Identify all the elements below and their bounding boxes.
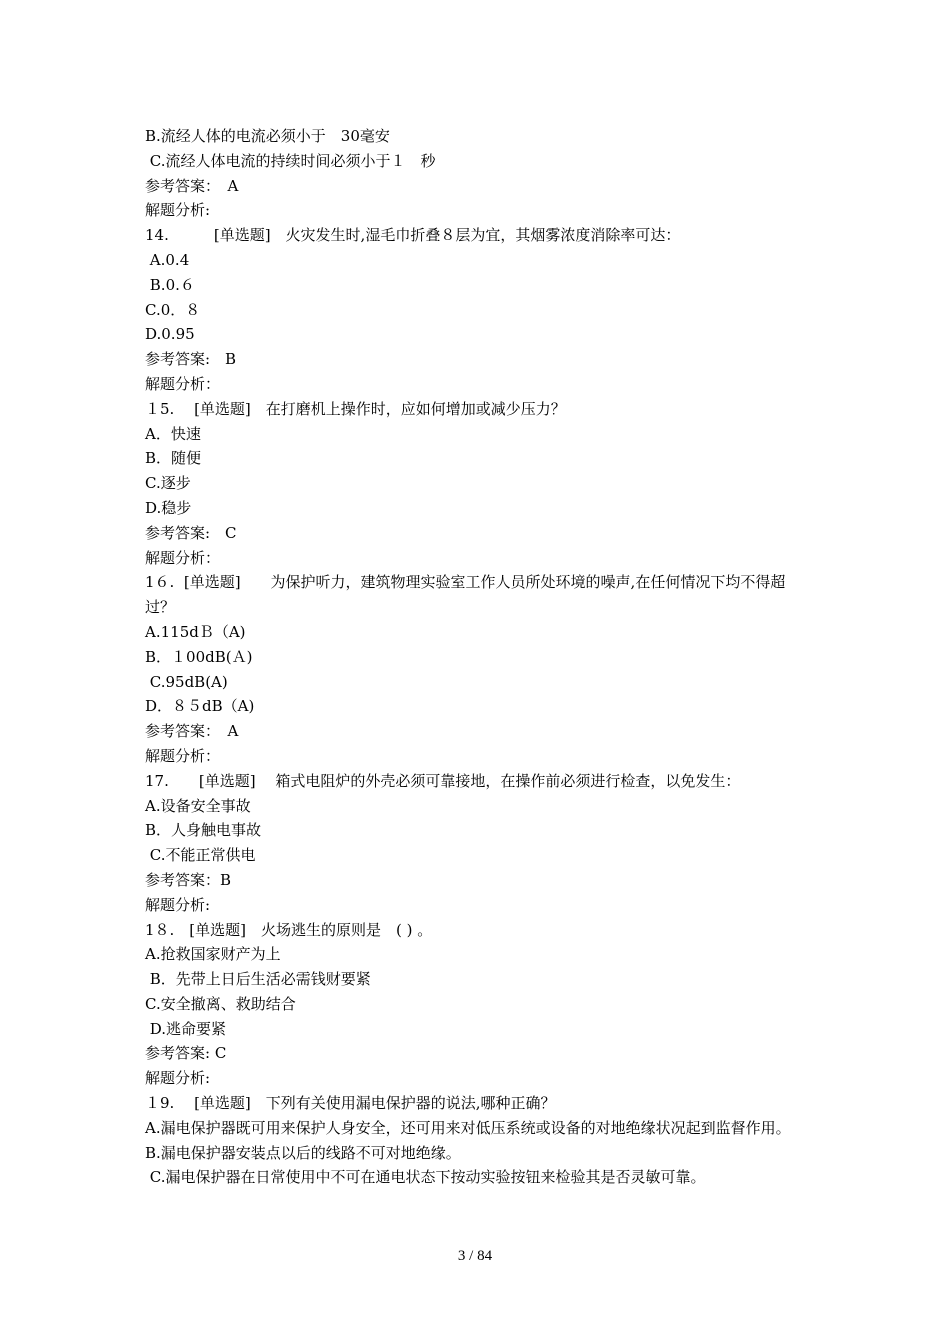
option-line: A．快速 [145, 424, 201, 443]
option-line: B．１00dB(Ａ) [145, 647, 253, 666]
option-line: B.漏电保护器安装点以后的线路不可对地绝缘。 [145, 1143, 461, 1162]
answer-line: 参考答案: C [145, 523, 237, 542]
option-line: C.逐步 [145, 474, 191, 493]
option-line: D.逃命要紧 [145, 1019, 227, 1038]
analysis-line: 解题分析： [145, 374, 221, 393]
text-line: 参考答案： A [145, 176, 239, 195]
option-line: C.不能正常供电 [145, 846, 256, 865]
answer-line: 参考答案： A [145, 722, 239, 741]
option-line: B．随便 [145, 449, 202, 468]
answer-line: 参考答案：B [145, 870, 232, 889]
text-line: 解题分析: [145, 201, 211, 220]
question-title: 1８. [单选题] 火场逃生的原则是 ( ) 。 [145, 920, 433, 939]
option-line: A.抢救国家财产为上 [145, 945, 281, 964]
question-title: １5. [单选题] 在打磨机上操作时，应如何增加或减少压力？ [145, 399, 566, 418]
option-line: D．８５dB（A) [145, 697, 255, 716]
answer-line: 参考答案: B [145, 350, 237, 369]
option-line: B.0.６ [145, 275, 195, 294]
option-line: C.0．８ [145, 300, 201, 319]
question-title: 1６. [单选题] 为保护听力，建筑物理实验室工作人员所处环境的噪声,在任何情况下均不得超过？ [145, 573, 786, 617]
analysis-line: 解题分析： [145, 548, 221, 567]
text-line: C.流经人体电流的持续时间必须小于１ 秒 [145, 151, 436, 170]
option-line: C.漏电保护器在日常使用中不可在通电状态下按动实验按钮来检验其是否灵敏可靠。 [145, 1168, 706, 1187]
option-line: C.安全撤离、救助结合 [145, 994, 296, 1013]
answer-line: 参考答案: C [145, 1044, 227, 1063]
option-line: D.0.95 [145, 325, 195, 344]
option-line: B．人身触电事故 [145, 821, 262, 840]
analysis-line: 解题分析: [145, 1069, 211, 1088]
question-title: １9. [单选题] 下列有关使用漏电保护器的说法,哪种正确？ [145, 1094, 556, 1113]
text-line: B.流经人体的电流必须小于 30毫安 [145, 127, 390, 145]
analysis-line: 解题分析： [145, 746, 221, 765]
option-line: A.漏电保护器既可用来保护人身安全，还可用来对低压系统或设备的对地绝缘状况起到监督作用。 [145, 1118, 791, 1137]
page-number: 3 / 84 [457, 1248, 493, 1264]
option-line: A.设备安全事故 [145, 796, 251, 815]
option-line: B．先带上日后生活必需钱财要紧 [145, 970, 371, 989]
option-line: A.115dＢ（A) [145, 622, 246, 641]
option-line: D.稳步 [145, 498, 192, 517]
option-line: A.0.4 [145, 250, 190, 269]
analysis-line: 解题分析: [145, 895, 211, 914]
document-body [145, 124, 810, 1190]
question-title: 14. [单选题] 火灾发生时,湿毛巾折叠８层为宜，其烟雾浓度消除率可达： [145, 226, 681, 245]
question-title: 17. [单选题] 箱式电阻炉的外壳必须可靠接地，在操作前必须进行检查，以免发生： [145, 771, 741, 790]
option-line: C.95dB(A) [145, 672, 228, 691]
